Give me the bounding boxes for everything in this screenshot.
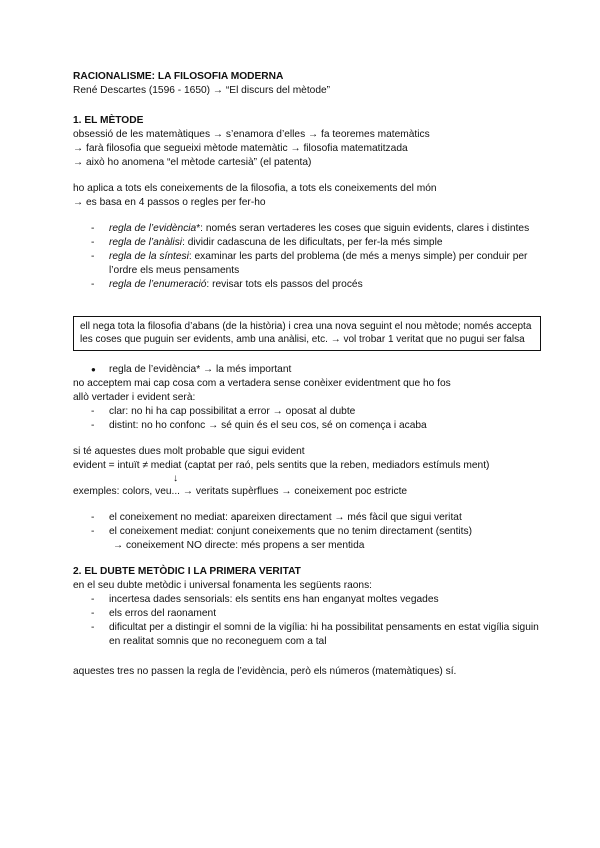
list-item: [91, 525, 543, 553]
section-2-heading: 2. EL DUBTE METÒDIC I LA PRIMERA VERITAT: [73, 566, 301, 577]
list-item: - incertesa dades sensorials: els sentits ens han enganyat moltes vegades: [91, 593, 543, 607]
list-item: - el coneixement no mediat: apareixen directament → més fàcil que sigui veritat: [91, 511, 543, 525]
rule-name: regla de l’evidència: [109, 223, 197, 234]
list-item: ● regla de l’evidència* → la més important: [91, 363, 543, 377]
paragraph-line: allò vertader i evident serà:: [73, 392, 196, 403]
knowledge-list: [73, 511, 543, 553]
list-item: - clar: no hi ha cap possibilitat a error → oposat al dubte: [91, 405, 543, 419]
down-arrow-icon: ↓: [173, 473, 179, 484]
rule-text: : revisar tots els passos del procés: [206, 279, 363, 290]
bullet-list: [73, 363, 543, 377]
paragraph-line: evident = intuït ≠ mediat (captat per raó, pels sentits que la reben, mediadors estímuls ment): [73, 460, 490, 471]
paragraph-line: en el seu dubte metòdic i universal fonamenta les següents raons:: [73, 580, 373, 591]
evident-list: [73, 405, 543, 433]
rule-text: : examinar les parts del problema (de més a menys simple) per conduir per l’ordre els meus pensaments: [109, 251, 528, 276]
paragraph-line: → això ho anomena “el mètode cartesià” (el patenta): [73, 157, 312, 168]
paragraph-line: ho aplica a tots els coneixements de la filosofia, a tots els coneixements del món: [73, 183, 437, 194]
paragraph-line: → es basa en 4 passos o regles per fer-ho: [73, 197, 266, 208]
rule-name: regla de l’anàlisi: [109, 237, 183, 248]
rule-name: regla de la síntesi: [109, 251, 189, 262]
highlight-box: ell nega tota la filosofia d’abans (de la història) i crea una nova seguint el nou mètode; només accepta les coses que puguin ser evidents, amb una anàlisi, etc. → vol trobar 1 veritat que no pugui ser falsa: [73, 316, 541, 351]
list-item: - distint: no ho confonc → sé quin és el seu cos, sé on comença i acaba: [91, 419, 543, 433]
list-item: [91, 222, 543, 236]
paragraph-line: si té aquestes dues molt probable que sigui evident: [73, 446, 305, 457]
paragraph-line: → farà filosofia que segueixi mètode matemàtic → filosofia matematitzada: [73, 143, 408, 154]
reasons-list: [73, 593, 543, 649]
list-item: [91, 621, 543, 649]
rule-name: regla de l’enumeració: [109, 279, 207, 290]
knowledge-continuation: → coneixement NO directe: més propens a ser mentida: [113, 540, 365, 551]
reason-text: - dificultat per a distingir el somni de la vigília: hi ha possibilitat pensaments en estat vigília siguin en realitat somnis que no reconeguem com a tal: [109, 622, 539, 647]
list-item: [91, 250, 543, 278]
paragraph-line: exemples: colors, veu... → veritats supèrflues → coneixement poc estricte: [73, 486, 408, 497]
rule-text: *: només seran vertaderes les coses que siguin evidents, clares i distintes: [196, 223, 530, 234]
paragraph-line: obsessió de les matemàtiques → s’enamora d’elles → fa teoremes matemàtics: [73, 129, 430, 140]
paragraph-line: aquestes tres no passen la regla de l’evidència, però els números (matemàtiques) sí.: [73, 666, 457, 677]
list-item: [91, 278, 543, 292]
document-subtitle: René Descartes (1596 - 1650) → “El discurs del mètode”: [73, 85, 331, 96]
rules-list: [73, 222, 543, 292]
rule-text: : dividir cadascuna de les dificultats, per fer-la més simple: [182, 237, 443, 248]
list-item: [91, 236, 543, 250]
document-page: [73, 70, 543, 679]
knowledge-text: el coneixement mediat: conjunt coneixements que no tenim directament (sentits): [109, 526, 472, 537]
paragraph-line: no acceptem mai cap cosa com a vertadera sense conèixer evidentment que ho fos: [73, 378, 451, 389]
section-1-heading: 1. EL MÈTODE: [73, 115, 144, 126]
document-title: RACIONALISME: LA FILOSOFIA MODERNA: [73, 71, 284, 82]
list-item: - els erros del raonament: [91, 607, 543, 621]
